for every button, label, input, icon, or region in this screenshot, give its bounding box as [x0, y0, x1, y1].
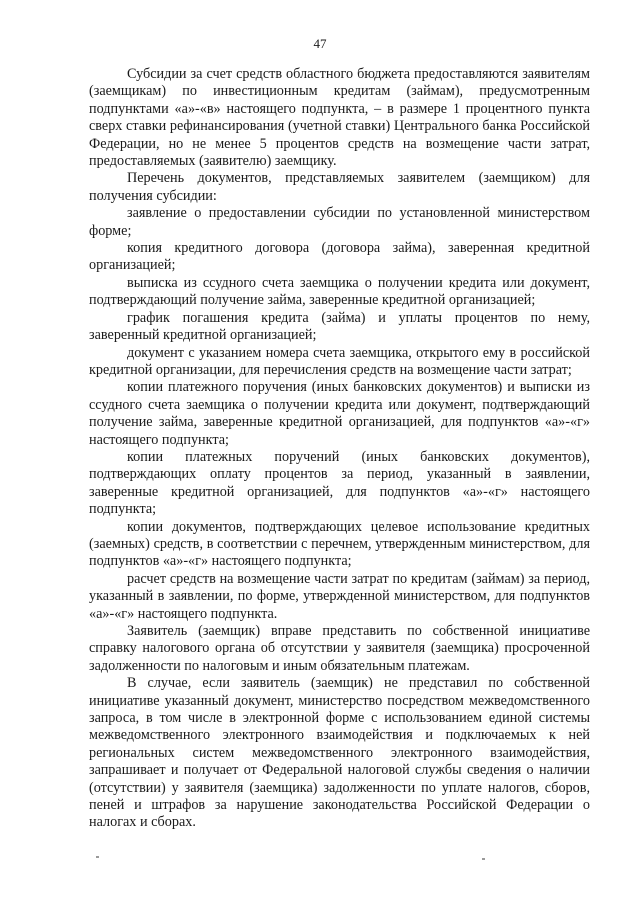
document-body [89, 66, 590, 832]
paragraph-subsidy-amount: Субсидии за счет средств областного бюджета предоставляются заявителям (заемщикам) по инвестиционным кредитам (займам), предусмотренным подпунктами «а»-«в» настоящего подпункта, – в размере 1 процентного пункта сверх ставки рефинансирования (учетной ставки) Центрального банка Российской Федерации, но не менее 5 процентов средств на возмещение части затрат, предоставляемых (заявителю) заемщику. [89, 66, 590, 170]
list-item-interest-payment-copies: копии платежных поручений (иных банковских документов), подтверждающих оплату процентов за период, указанный в заявлении, заверенные кредитной организацией, для подпунктов «а»-«г» настоящего подпункта; [89, 448, 590, 518]
list-item-credit-agreement: копия кредитного договора (договора займа), заверенная кредитной организацией; [89, 240, 590, 274]
paragraph-documents-list-intro: Перечень документов, представляемых заявителем (заемщиком) для получения субсидии: [89, 170, 590, 204]
paragraph-tax-certificate: Заявитель (заемщик) вправе представить по собственной инициативе справку налогового органа об отсутствии у заявителя (заемщика) просроченной задолженности по налоговым и иным обязательным платежам. [89, 623, 590, 674]
list-item-account-number-document: документ с указанием номера счета заемщика, открытого ему в российской кредитной организации, для перечисления средств на возмещение части затрат; [89, 344, 590, 378]
list-item-application: заявление о предоставлении субсидии по установленной министерством форме; [89, 205, 590, 239]
list-item-payment-order-copies: копии платежного поручения (иных банковских документов) и выписки из ссудного счета заемщика о получении кредита или документ, подтверждающий получение займа, заверенные кредитной организацией, для подпунктов «а»-«г» настоящего подпункта; [89, 379, 590, 448]
list-item-repayment-schedule: график погашения кредита (займа) и уплаты процентов по нему, заверенный кредитной организацией; [89, 309, 590, 344]
list-item-compensation-calculation: расчет средств на возмещение части затрат по кредитам (займам) за период, указанный в заявлении, по форме, утвержденной министерством, для подпунктов «а»-«г» настоящего подпункта. [89, 570, 590, 622]
scan-mark-right [482, 858, 485, 860]
scan-mark-left [96, 856, 99, 858]
page-number: 47 [313, 36, 327, 51]
paragraph-interagency-request: В случае, если заявитель (заемщик) не представил по собственной инициативе указанный документ, министерство посредством межведомственного запроса, в том числе в электронной форме с использованием единой системы межведомственного электронного взаимодействия и подключаемых к ней региональных систем межведомственного электронного взаимодействия, запрашивает и получает от Федеральной налоговой службы сведения о наличии (отсутствии) у заявителя (заемщика) задолженности по уплате налогов, сборов, пеней и штрафов за нарушение законодательства Российской Федерации о налогах и сборах. [89, 675, 590, 831]
list-item-loan-account-statement: выписка из ссудного счета заемщика о получении кредита или документ, подтверждающий получение займа, заверенные кредитной организацией; [89, 274, 590, 309]
list-item-target-use-documents: копии документов, подтверждающих целевое использование кредитных (заемных) средств, в соответствии с перечнем, утвержденным министерством, для подпунктов «а»-«г» настоящего подпункта; [89, 518, 590, 570]
